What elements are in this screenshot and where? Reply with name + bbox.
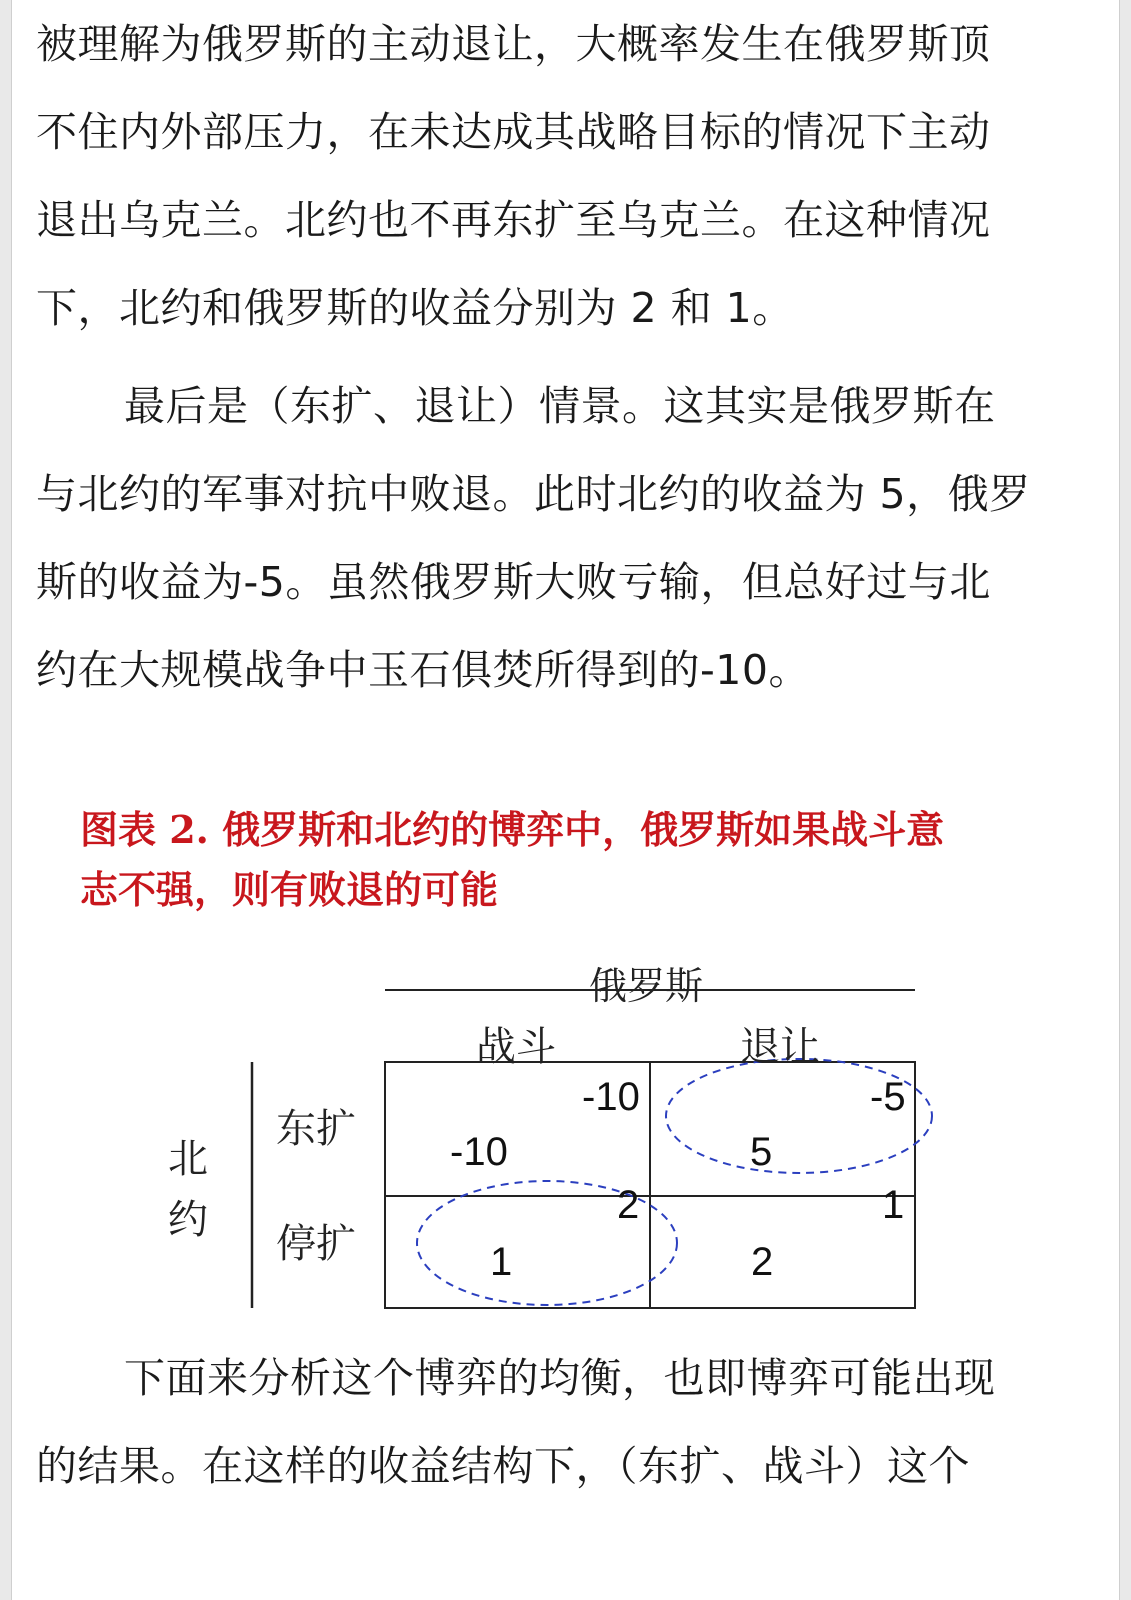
- document-page: [12, 0, 1119, 1600]
- row-strategy-stop: 停扩: [276, 1221, 356, 1267]
- text-line: 与北约的军事对抗中败退。此时北约的收益为 5，俄罗: [36, 470, 1031, 518]
- column-player-label: 俄罗斯: [589, 964, 704, 1008]
- text-line: 斯的收益为-5。虽然俄罗斯大败亏输，但总好过与北: [36, 558, 991, 606]
- payoff-russia: 1: [882, 1183, 905, 1227]
- paragraph-3: [36, 1334, 1096, 1510]
- text-line: 被理解为俄罗斯的主动退让，大概率发生在俄罗斯顶: [36, 20, 991, 68]
- row-player-label-char: 约: [168, 1197, 208, 1243]
- text-line: 退出乌克兰。北约也不再东扩至乌克兰。在这种情况: [36, 196, 991, 244]
- payoff-nato: 1: [490, 1240, 513, 1284]
- highlight-ellipse-stop-fight: [417, 1181, 677, 1305]
- highlight-ellipse-expand-retreat: [666, 1059, 932, 1173]
- row-player-label-char: 北: [168, 1136, 208, 1182]
- payoff-russia: 2: [617, 1183, 640, 1227]
- paragraph-1: [36, 0, 1096, 352]
- payoff-nato: 2: [751, 1240, 774, 1284]
- figure-caption: [80, 800, 1060, 920]
- text-line: 不住内外部压力，在未达成其战略目标的情况下主动: [36, 108, 991, 156]
- text-line: 的结果。在这样的收益结构下，（东扩、战斗）这个: [36, 1442, 970, 1490]
- payoff-nato: -10: [450, 1130, 508, 1174]
- paragraph-2: [36, 362, 1096, 714]
- caption-line: 图表 2. 俄罗斯和北约的博弈中，俄罗斯如果战斗意: [80, 807, 945, 852]
- text-line: 下，北约和俄罗斯的收益分别为 2 和 1。: [36, 284, 794, 332]
- payoff-nato: 5: [750, 1130, 773, 1174]
- column-strategy-retreat: 退让: [740, 1024, 820, 1070]
- text-line: 下面来分析这个博弈的均衡，也即博弈可能出现: [124, 1354, 996, 1402]
- text-line: 最后是（东扩、退让）情景。这其实是俄罗斯在: [124, 382, 996, 430]
- payoff-russia: -5: [870, 1075, 906, 1119]
- column-strategy-fight: 战斗: [476, 1024, 556, 1070]
- caption-line: 志不强，则有败退的可能: [80, 867, 499, 912]
- payoff-russia: -10: [582, 1075, 640, 1119]
- row-strategy-expand: 东扩: [276, 1106, 356, 1152]
- text-line: 约在大规模战争中玉石俱焚所得到的-10。: [36, 646, 810, 694]
